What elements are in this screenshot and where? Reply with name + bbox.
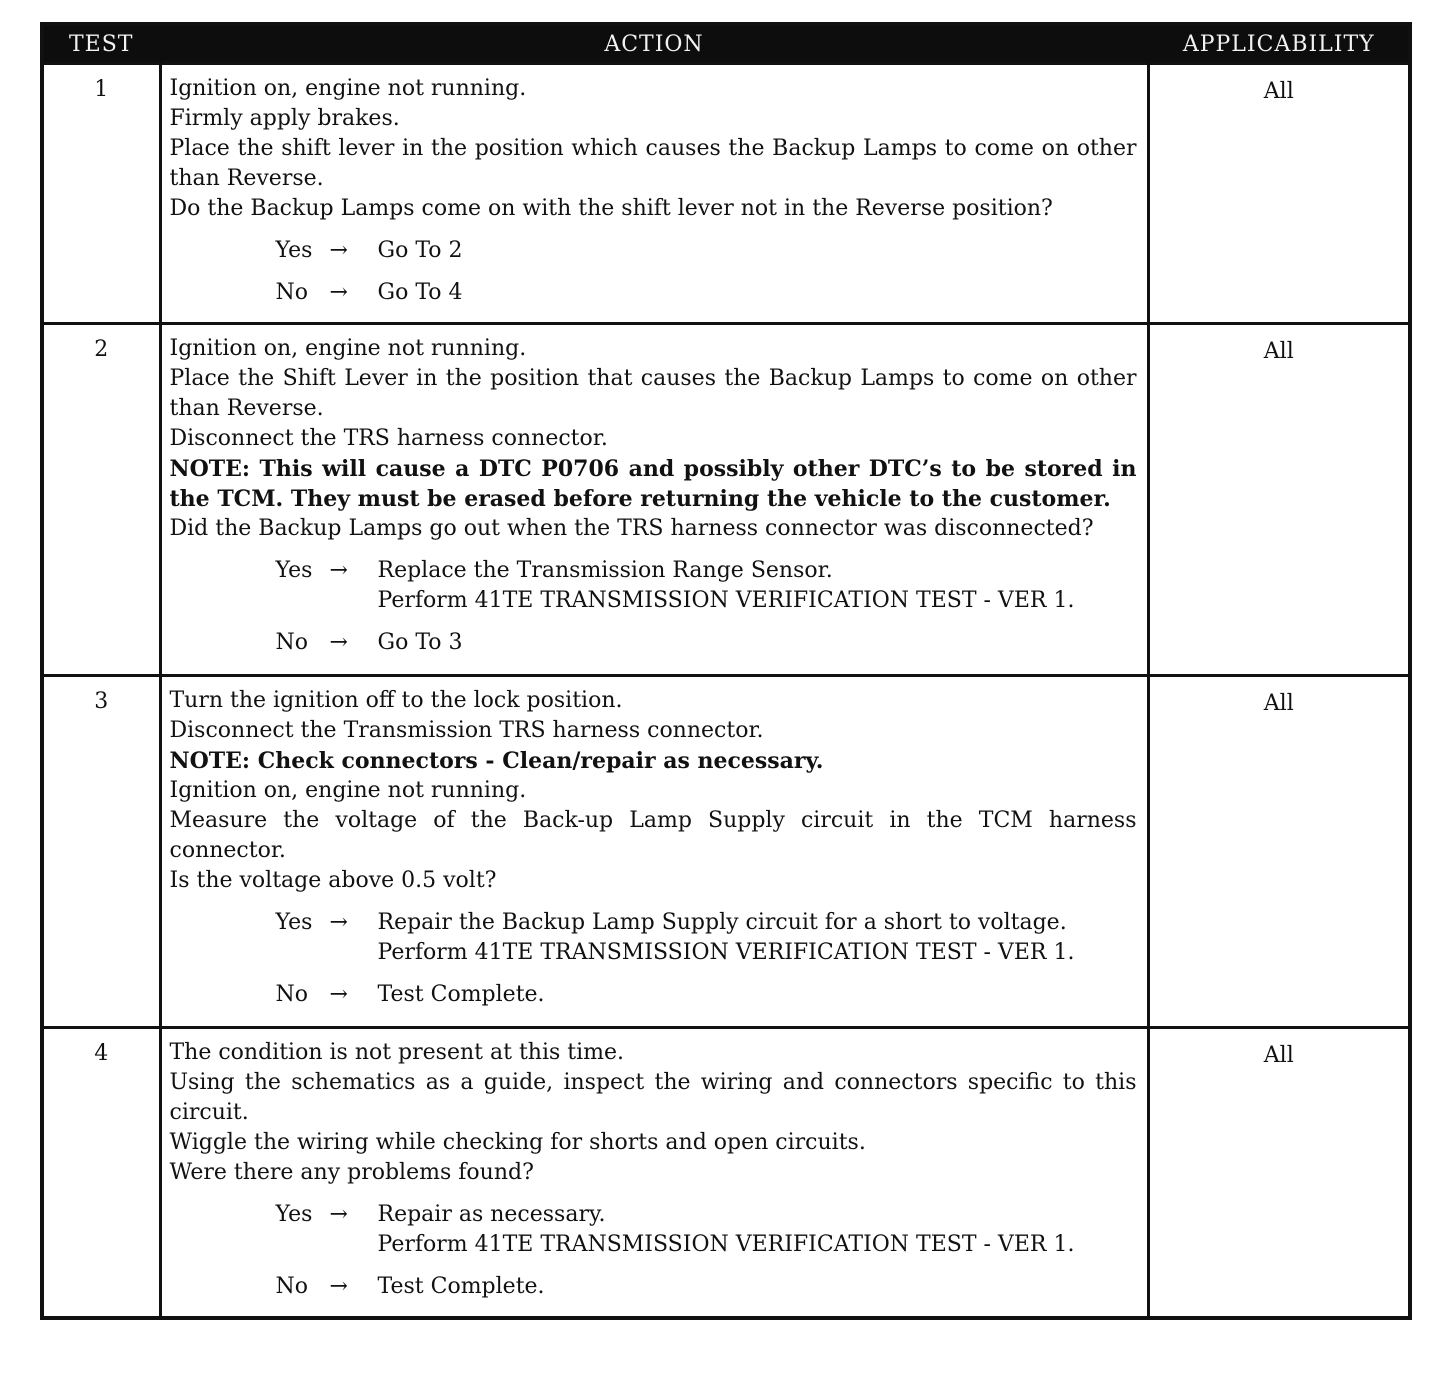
- branch-result: Go To 4: [377, 280, 463, 305]
- branch-list: [170, 236, 1137, 308]
- action-line: Measure the voltage of the Back-up Lamp Supply circuit in the TCM harness connector.: [169, 808, 1137, 863]
- right-arrow-icon: →: [329, 1274, 348, 1299]
- test-applicability: All: [1148, 676, 1410, 1028]
- branch-result: Perform 41TE TRANSMISSION VERIFICATION TEST - VER 1.: [377, 940, 1075, 965]
- test-applicability: All: [1148, 1028, 1410, 1319]
- branch-no: [276, 980, 1137, 1010]
- branch-yes: [276, 556, 1137, 616]
- note-text: NOTE: Check connectors - Clean/repair as necessary.: [169, 748, 824, 774]
- branch-yes: [276, 236, 1137, 266]
- action-line: Were there any problems found?: [169, 1160, 534, 1185]
- branch-answer: No: [275, 630, 308, 655]
- test-applicability: All: [1148, 64, 1410, 324]
- action-line: Ignition on, engine not running.: [169, 76, 527, 101]
- right-arrow-icon: →: [329, 238, 348, 263]
- test-number: 2: [42, 324, 160, 676]
- action-line: Ignition on, engine not running.: [169, 778, 527, 803]
- branch-answer: No: [275, 982, 308, 1007]
- branch-result: Test Complete.: [377, 1274, 545, 1299]
- test-number: 4: [42, 1028, 160, 1319]
- action-line: Disconnect the TRS harness connector.: [169, 426, 608, 451]
- branch-list: [170, 556, 1137, 658]
- action-line: The condition is not present at this time.: [169, 1040, 625, 1065]
- header-row: [42, 24, 1410, 64]
- branch-result: Test Complete.: [377, 982, 545, 1007]
- branch-list: [170, 908, 1137, 1010]
- branch-no: [276, 278, 1137, 308]
- branch-answer: Yes: [275, 910, 313, 935]
- branch-answer: Yes: [275, 1202, 313, 1227]
- action-line: Firmly apply brakes.: [169, 106, 400, 131]
- header-test: TEST: [42, 24, 160, 64]
- test-row-2: [42, 324, 1410, 676]
- branch-answer: Yes: [275, 558, 313, 583]
- branch-result: Perform 41TE TRANSMISSION VERIFICATION TEST - VER 1.: [377, 588, 1075, 613]
- header-action: ACTION: [160, 24, 1148, 64]
- diagnostic-test-table: [40, 22, 1412, 1320]
- branch-answer: Yes: [275, 238, 313, 263]
- action-line: Place the Shift Lever in the position that causes the Backup Lamps to come on other than Reverse.: [169, 366, 1137, 421]
- action-line: Using the schematics as a guide, inspect the wiring and connectors specific to this circuit.: [169, 1070, 1137, 1125]
- action-line: Wiggle the wiring while checking for shorts and open circuits.: [169, 1130, 866, 1155]
- branch-result: Replace the Transmission Range Sensor.: [377, 558, 833, 583]
- right-arrow-icon: →: [329, 982, 348, 1007]
- right-arrow-icon: →: [329, 558, 348, 583]
- action-line: Turn the ignition off to the lock position.: [169, 688, 623, 713]
- right-arrow-icon: →: [329, 910, 348, 935]
- branch-yes: [276, 908, 1137, 968]
- test-action: [160, 324, 1148, 676]
- branch-answer: No: [275, 280, 308, 305]
- branch-no: [276, 1272, 1137, 1302]
- test-row-1: [42, 64, 1410, 324]
- test-row-4: [42, 1028, 1410, 1319]
- test-number: 3: [42, 676, 160, 1028]
- branch-yes: [276, 1200, 1137, 1260]
- test-action: [160, 1028, 1148, 1319]
- header-applicability: APPLICABILITY: [1148, 24, 1410, 64]
- right-arrow-icon: →: [329, 280, 348, 305]
- branch-result: Repair the Backup Lamp Supply circuit for a short to voltage.: [377, 910, 1067, 935]
- action-line: Did the Backup Lamps go out when the TRS harness connector was disconnected?: [169, 516, 1094, 541]
- test-number: 1: [42, 64, 160, 324]
- branch-no: [276, 628, 1137, 658]
- branch-result: Go To 3: [377, 630, 463, 655]
- test-action: [160, 676, 1148, 1028]
- branch-result: Perform 41TE TRANSMISSION VERIFICATION TEST - VER 1.: [377, 1232, 1075, 1257]
- test-action: [160, 64, 1148, 324]
- action-line: Is the voltage above 0.5 volt?: [169, 868, 497, 893]
- branch-result: Repair as necessary.: [377, 1202, 606, 1227]
- branch-list: [170, 1200, 1137, 1302]
- right-arrow-icon: →: [329, 630, 348, 655]
- test-applicability: All: [1148, 324, 1410, 676]
- branch-answer: No: [275, 1274, 308, 1299]
- action-line: Do the Backup Lamps come on with the shift lever not in the Reverse position?: [169, 196, 1053, 221]
- action-line: Ignition on, engine not running.: [169, 336, 527, 361]
- note-text: NOTE: This will cause a DTC P0706 and possibly other DTC’s to be stored in the TCM. They must be erased before returning the vehicle to the customer.: [169, 456, 1137, 512]
- test-row-3: [42, 676, 1410, 1028]
- branch-result: Go To 2: [377, 238, 463, 263]
- action-line: Disconnect the Transmission TRS harness connector.: [169, 718, 764, 743]
- right-arrow-icon: →: [329, 1202, 348, 1227]
- action-line: Place the shift lever in the position which causes the Backup Lamps to come on other than Reverse.: [169, 136, 1137, 191]
